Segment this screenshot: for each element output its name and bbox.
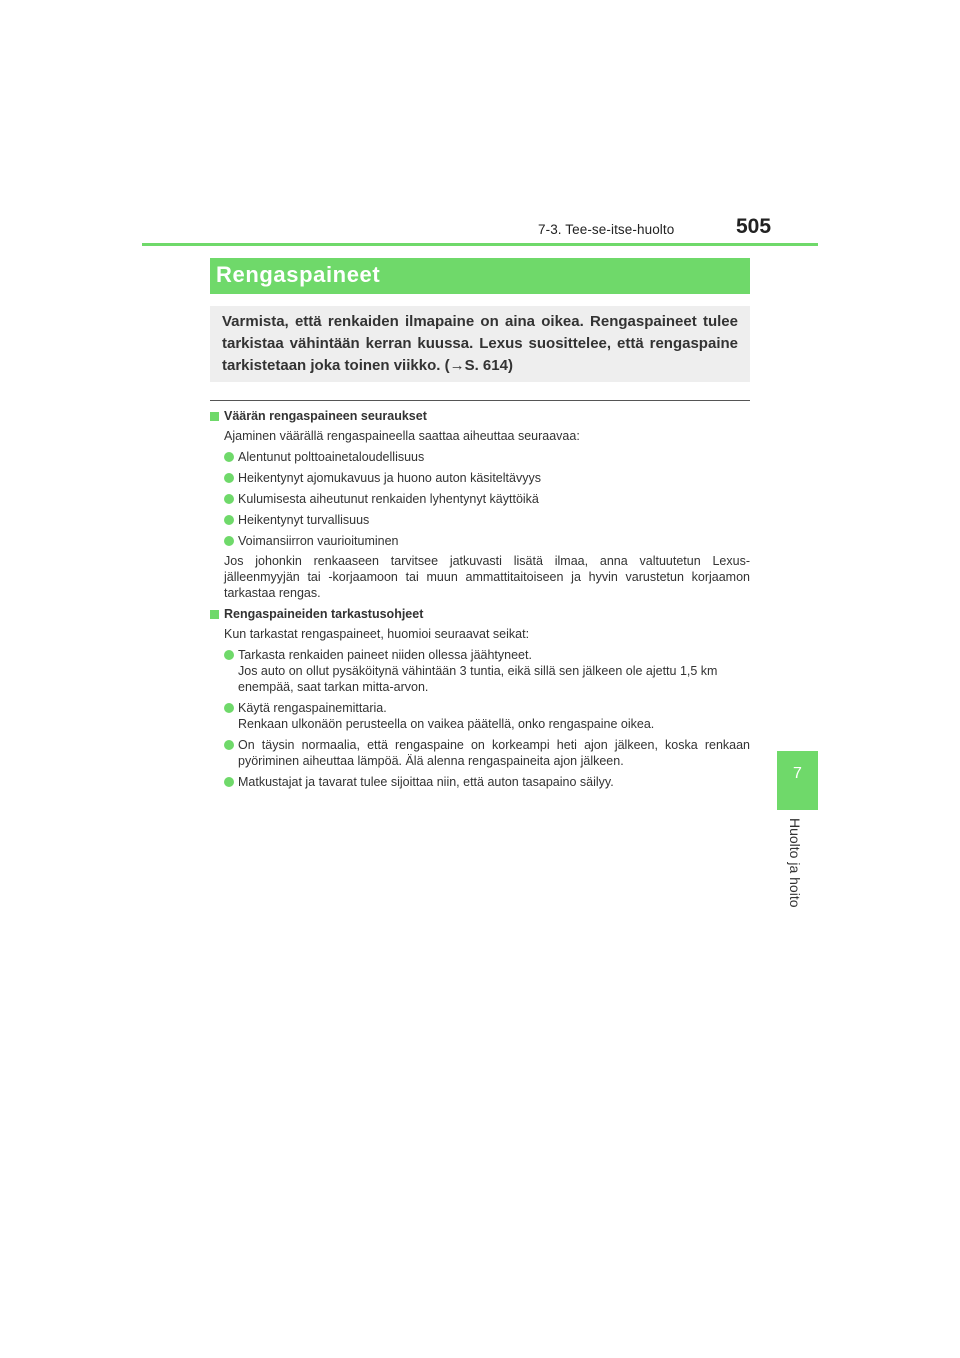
bullet-dot-icon (224, 777, 234, 787)
list-item-detail: Jos auto on ollut pysäköitynä vähintään 3 tuntia, eikä sillä sen jälkeen ole ajettu 1,5 km enempää, saat tarkan mitta-arvon. (238, 664, 718, 694)
section-lead: Ajaminen väärällä rengaspaineella saattaa aiheuttaa seuraavaa: (224, 429, 580, 443)
section-heading-text: Rengaspaineiden tarkastusohjeet (224, 607, 424, 621)
list-item (224, 512, 750, 528)
intro-text: Varmista, että renkaiden ilmapaine on aina oikea. Rengaspaineet tulee tarkistaa vähintään kerran kuussa. Lexus suosittelee, että rengaspaine tarkistetaan joka toinen viikko. (→S. 614) (222, 313, 738, 374)
list-item (224, 470, 750, 486)
page-number: 505 (736, 215, 772, 238)
bullet-dot-icon (224, 473, 234, 483)
chapter-number: 7 (793, 765, 802, 782)
section-heading (210, 606, 750, 622)
page-title: Rengaspaineet (216, 262, 381, 287)
bullet-dot-icon (224, 452, 234, 462)
list-item (224, 737, 750, 769)
chapter-title (780, 818, 810, 928)
bullet-dot-icon (224, 515, 234, 525)
bullet-dot-icon (224, 494, 234, 504)
bullet-dot-icon (224, 703, 234, 713)
list-item-text: Tarkasta renkaiden paineet niiden ollessa jäähtyneet. (238, 648, 532, 662)
section-heading-text: Väärän rengaspaineen seuraukset (224, 409, 427, 423)
chapter-title-text: Huolto ja hoito (787, 818, 803, 908)
list-item-text: On täysin normaalia, että rengaspaine on korkeampi heti ajon jälkeen, koska renkaan pyöriminen aiheuttaa lämpöä. Älä alenna rengaspaineita ajon jälkeen. (238, 738, 750, 768)
list-item (224, 774, 750, 790)
list-item (224, 700, 750, 732)
list-item-text: Heikentynyt turvallisuus (238, 513, 370, 527)
bullet-dot-icon (224, 650, 234, 660)
header-rule (142, 243, 818, 246)
section-lead: Kun tarkastat rengaspaineet, huomioi seuraavat seikat: (224, 627, 530, 641)
content (210, 408, 750, 790)
section-closing: Jos johonkin renkaaseen tarvitsee jatkuvasti lisätä ilmaa, anna valtuutetun Lexus-jälleenmyyjän tai -korjaamoon tai muun ammattitaitoiseen ja hyvin varustetun korjaamon tarkastaa rengas. (224, 554, 750, 600)
list-item-text: Voimansiirron vaurioituminen (238, 534, 399, 548)
section-heading (210, 408, 750, 424)
list-item-text: Heikentynyt ajomukavuus ja huono auton käsiteltävyys (238, 471, 541, 485)
square-bullet-icon (210, 610, 219, 619)
square-bullet-icon (210, 412, 219, 421)
bullet-dot-icon (224, 536, 234, 546)
list-item (224, 533, 750, 549)
list-item-text: Käytä rengaspainemittaria. (238, 701, 387, 715)
bullet-dot-icon (224, 740, 234, 750)
list-item (224, 449, 750, 465)
list-item (224, 491, 750, 507)
list-item (224, 647, 750, 695)
list-item-text: Kulumisesta aiheutunut renkaiden lyhentynyt käyttöikä (238, 492, 539, 506)
list-item-text: Matkustajat ja tavarat tulee sijoittaa niin, että auton tasapaino säilyy. (238, 775, 614, 789)
section-label: 7-3. Tee-se-itse-huolto (538, 222, 675, 237)
divider (210, 400, 750, 401)
list-item-text: Alentunut polttoainetaloudellisuus (238, 450, 425, 464)
list-item-detail: Renkaan ulkonäön perusteella on vaikea päätellä, onko rengaspaine oikea. (238, 717, 655, 731)
